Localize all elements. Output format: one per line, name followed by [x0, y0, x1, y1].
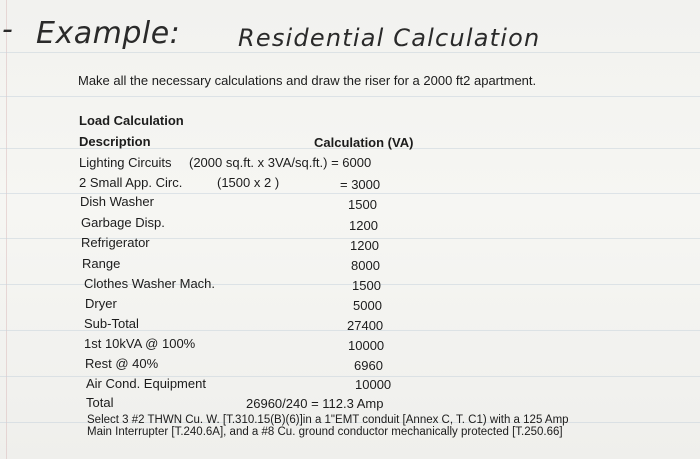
ruled-line — [0, 52, 700, 53]
row-label: Rest @ 40% — [85, 356, 159, 371]
row-label: Air Cond. Equipment — [86, 376, 206, 391]
row-label: Refrigerator — [81, 235, 150, 250]
row-value: 6960 — [354, 358, 383, 373]
row-label: Sub-Total — [84, 316, 139, 331]
selection-note-line2: Main Interrupter [T.240.6A], and a #8 Cu. ground conductor mechanically protected [T.250.66] — [87, 426, 563, 438]
row-label: Lighting Circuits — [79, 155, 172, 170]
row-value: 8000 — [351, 258, 380, 273]
heading-title: Residential Calculation — [238, 24, 541, 52]
row-formula: (1500 x 2 ) — [217, 175, 280, 190]
heading-example: Example: — [36, 16, 181, 51]
row-value: 10000 — [355, 377, 392, 392]
row-label: 2 Small App. Circ. — [79, 175, 183, 190]
row-value: 5000 — [353, 298, 382, 313]
selection-note-line1: Select 3 #2 THWN Cu. W. [T.310.15(B)(6)]in a 1"EMT conduit [Annex C, T. C1) with a 125 Amp — [87, 414, 569, 426]
row-value: 27400 — [347, 318, 384, 333]
row-value: 1200 — [350, 238, 379, 253]
ruled-line — [0, 96, 700, 97]
heading-dash: - — [2, 12, 13, 47]
notebook-margin-line — [6, 0, 7, 459]
row-label: 1st 10kVA @ 100% — [84, 336, 196, 351]
row-formula: 26960/240 = 112.3 Amp — [246, 396, 384, 411]
row-value: 10000 — [348, 338, 385, 353]
row-label: Garbage Disp. — [81, 215, 165, 230]
section-title: Load Calculation — [79, 113, 184, 128]
row-label: Total — [86, 395, 114, 410]
row-label: Clothes Washer Mach. — [84, 276, 216, 291]
row-label: Dryer — [85, 296, 117, 311]
row-label: Dish Washer — [80, 194, 154, 209]
row-label: Range — [82, 256, 121, 271]
column-description: Description — [79, 134, 151, 149]
intro-text: Make all the necessary calculations and draw the riser for a 2000 ft2 apartment. — [78, 73, 537, 88]
column-calculation: Calculation (VA) — [314, 135, 414, 150]
row-value: 1500 — [352, 278, 381, 293]
row-formula: (2000 sq.ft. x 3VA/sq.ft.) = 6000 — [189, 155, 372, 170]
row-value: 1500 — [348, 197, 377, 212]
row-value: 1200 — [349, 218, 378, 233]
row-value: = 3000 — [340, 177, 381, 192]
